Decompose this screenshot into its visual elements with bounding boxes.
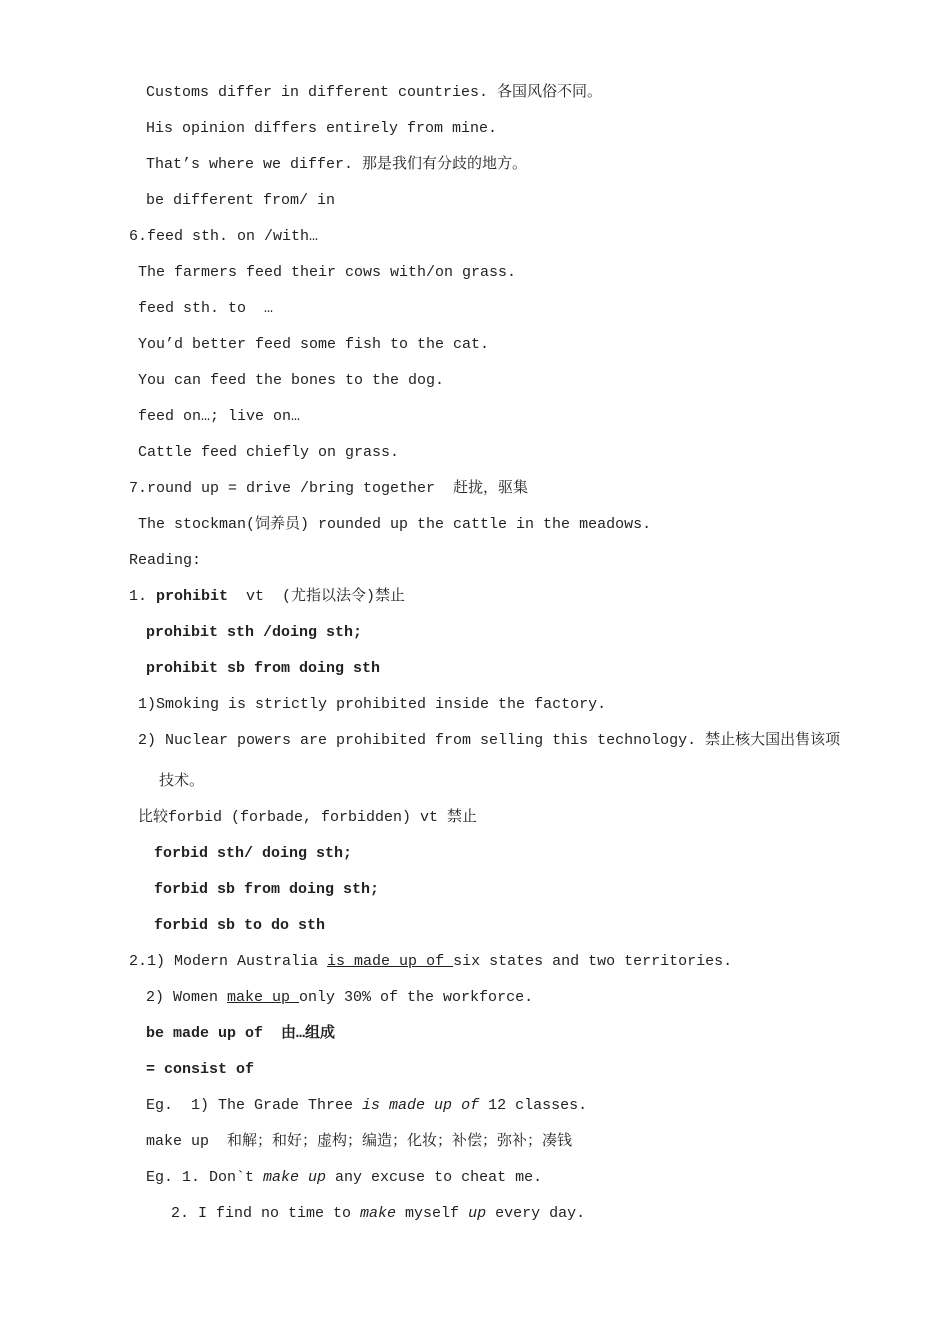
heading-prohibit: 1. prohibit vt (尤指以法令)禁止 <box>129 588 406 605</box>
example-feed-bones: You can feed the bones to the dog. <box>138 372 445 389</box>
example-women-make-up: 2) Women make up only 30% of the workforce. <box>146 989 534 1006</box>
example-nuclear-powers-cont: 技术。 <box>159 773 205 790</box>
example-make-myself-up: 2. I find no time to make myself up every day. <box>171 1205 586 1222</box>
phrase-feed-on-live-on: feed on…; live on… <box>138 408 301 425</box>
example-smoking-prohibited: 1)Smoking is strictly prohibited inside the factory. <box>138 696 607 713</box>
compare-forbid: 比较forbid (forbade, forbidden) vt 禁止 <box>138 809 478 826</box>
example-modern-australia: 2.1) Modern Australia is made up of six states and two territories. <box>129 953 733 970</box>
phrase-forbid-sb-to: forbid sb to do sth <box>154 917 326 934</box>
example-customs-differ: Customs differ in different countries. 各国风俗不同。 <box>146 84 603 101</box>
example-nuclear-powers: 2) Nuclear powers are prohibited from selling this technology. 禁止核大国出售该项 <box>138 732 841 749</box>
example-where-we-differ: That’s where we differ. 那是我们有分歧的地方。 <box>146 156 528 173</box>
example-stockman: The stockman(饲养员) rounded up the cattle in the meadows. <box>138 516 652 533</box>
heading-feed-on-with: 6.feed sth. on /with… <box>129 228 319 245</box>
phrase-forbid-sb-from: forbid sb from doing sth; <box>154 881 380 898</box>
phrase-be-made-up-of: be made up of 由…组成 <box>146 1025 336 1042</box>
example-dont-make-up: Eg. 1. Don`t make up any excuse to cheat me. <box>146 1169 543 1186</box>
keyword-prohibit: prohibit <box>156 588 229 605</box>
phrase-prohibit-sb-from: prohibit sb from doing sth <box>146 660 381 677</box>
section-reading: Reading: <box>129 552 202 569</box>
phrase-forbid-sth: forbid sth/ doing sth; <box>154 845 353 862</box>
example-grade-three: Eg. 1) The Grade Three is made up of 12 classes. <box>146 1097 588 1114</box>
example-feed-fish: You’d better feed some fish to the cat. <box>138 336 490 353</box>
example-farmers-feed: The farmers feed their cows with/on grass. <box>138 264 517 281</box>
phrase-consist-of: = consist of <box>146 1061 255 1078</box>
example-opinion-differs: His opinion differs entirely from mine. <box>146 120 498 137</box>
example-cattle-feed: Cattle feed chiefly on grass. <box>138 444 400 461</box>
phrase-be-different-from: be different from/ in <box>146 192 336 209</box>
phrase-make-up-meanings: make up 和解；和好；虚构；编造；化妆；补偿；弥补；凑钱 <box>146 1133 573 1150</box>
heading-round-up: 7.round up = drive /bring together 赶拢，驱集 <box>129 480 529 497</box>
phrase-feed-to: feed sth. to … <box>138 300 274 317</box>
phrase-prohibit-sth: prohibit sth /doing sth; <box>146 624 363 641</box>
